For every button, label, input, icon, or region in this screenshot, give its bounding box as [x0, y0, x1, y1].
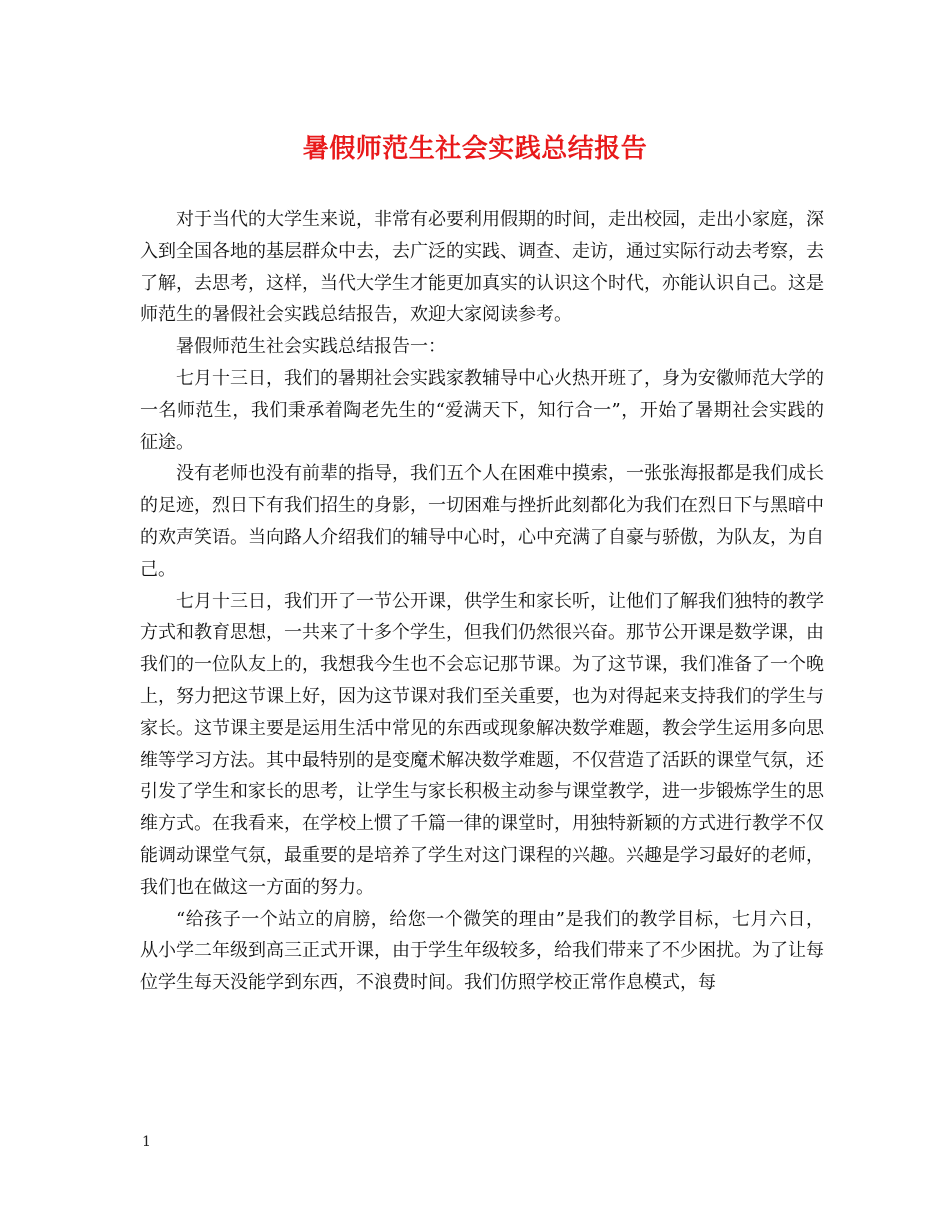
paragraph-open-class: 七月十三日，我们开了一节公开课，供学生和家长听，让他们了解我们独特的教学方式和教育思想，一共来了十多个学生，但我们仍然很兴奋。那节公开课是数学课，由我们的一位队友上的，我想我今生也不会忘记那节课。为了这节课，我们准备了一个晚上，努力把这节课上好，因为这节课对我们至关重要，也为对得起来支持我们的学生与家长。这节课主要是运用生活中常见的东西或现象解决数学难题，教会学生运用多向思维等学习方法。其中最特别的是变魔术解决数学难题，不仅营造了活跃的课堂气氛，还引发了学生和家长的思考，让学生与家长积极主动参与课堂教学，进一步锻炼学生的思维方式。在我看来，在学校上惯了千篇一律的课堂时，用独特新颖的方式进行教学不仅能调动课堂气氛，最重要的是培养了学生对这门课程的兴趣。兴趣是学习最好的老师，我们也在做这一方面的努力。	[140, 590, 824, 898]
paragraph-opening-day: 七月十三日，我们的暑期社会实践家教辅导中心火热开班了，身为安徽师范大学的一名师范生，我们秉承着陶老先生的“爱满天下，知行合一”，开始了暑期社会实践的征途。	[140, 367, 824, 453]
document-title: 暑假师范生社会实践总结报告	[302, 134, 648, 164]
paragraph-intro: 对于当代的大学生来说，非常有必要利用假期的时间，走出校园，走出小家庭，深入到全国各地的基层群众中去，去广泛的实践、调查、走访，通过实际行动去考察，去了解，去思考，这样，当代大学生才能更加真实的认识这个时代，亦能认识自己。这是师范生的暑假社会实践总结报告，欢迎大家阅读参考。	[140, 209, 824, 326]
paragraph-section-heading: 暑假师范生社会实践总结报告一：	[176, 336, 446, 358]
paragraph-recruitment: 没有老师也没有前辈的指导，我们五个人在困难中摸索，一张张海报都是我们成长的足迹，烈日下有我们招生的身影，一切困难与挫折此刻都化为我们在烈日下与黑暗中的欢声笑语。当向路人介绍我们的辅导中心时，心中充满了自豪与骄傲，为队友，为自己。	[140, 463, 824, 580]
document-body	[140, 204, 824, 999]
page-number: 1	[142, 1134, 151, 1150]
paragraph-teaching-goal: “给孩子一个站立的肩膀，给您一个微笑的理由”是我们的教学目标，七月六日，从小学二年级到高三正式开课，由于学生年级较多，给我们带来了不少困扰。为了让每位学生每天没能学到东西，不浪费时间。我们仿照学校正常作息模式，每	[140, 908, 824, 994]
